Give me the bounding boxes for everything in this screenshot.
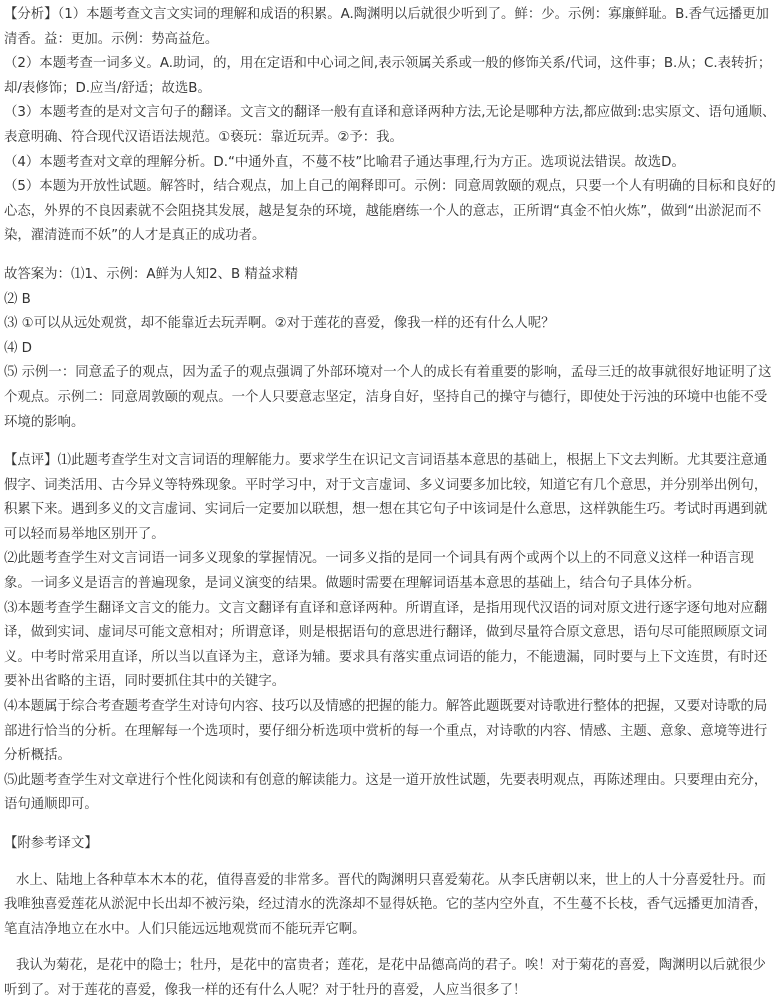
answer-line-3: ⑶ ①可以从远处观赏，却不能靠近去玩弄啊。②对于莲花的喜爱，像我一样的还有什么人呢？ (4, 316, 555, 332)
comment-header: 【点评】 (4, 453, 58, 469)
comment-item-1: 【点评】⑴此题考查学生对文言词语的理解能力。要求学生在识记文言词语基本意思的基础上，根据上下文去判断。尤其要注意通假字、词类活用、古今异义等特殊现象。平时学习中，对于文言虚词、多义词要多加比较，知道它有几个意思，并分别举出例句，积累下来。遇到多义的文言虚词、实词后一定要加以联想，想一想在其它句子中该词是什么意思，这样孰能生巧。考试时再遇到就可以轻而易举地区别开了。 (4, 453, 768, 542)
analysis-item-2: （2）本题考查一词多义。A.助词，的，用在定语和中心词之间,表示领属关系或一般的修饰关系/代词，这件事；B.从；C.表转折；却/表修饰；D.应当/舒适；故选B。 (4, 56, 772, 96)
answer-line-4: ⑷ D (4, 340, 32, 356)
analysis-item-5: （5）本题为开放性试题。解答时，结合观点，加上自己的阐释即可。示例：同意周敦颐的观点，只要一个人有明确的目标和良好的心态，外界的不良因素就不会阻挠其发展，越是复杂的环境，越能磨练一个人的意志，正所谓“真金不怕火炼”，做到“出淤泥而不染，濯清涟而不妖”的人才是真正的成功者。 (4, 179, 776, 244)
answer-line-1: 故答案为：⑴1、示例：A鲜为人知2、B 精益求精 (4, 266, 299, 282)
comment-item-4: ⑷本题属于综合考查题考查学生对诗句内容、技巧以及情感的把握的能力。解答此题既要对诗歌进行整体的把握，又要对诗歌的局部进行恰当的分析。在理解每一个选项时，要仔细分析选项中赏析的每一个重点，对诗歌的内容、情感、主题、意象、意境等进行分析概括。 (4, 699, 768, 764)
analysis-item-3: （3）本题考查的是对文言句子的翻译。文言文的翻译一般有直译和意译两种方法,无论是哪种方法,都应做到:忠实原文、语句通顺、表意明确、符合现代汉语语法规范。①亵玩：靠近玩弄。②予：我。 (4, 105, 776, 145)
answer-line-2: ⑵ B (4, 291, 31, 307)
answers-section (4, 263, 776, 435)
analysis-header: 【分析】 (4, 7, 58, 22)
comment-section (4, 449, 776, 818)
translation-paragraph-2: 我认为菊花，是花中的隐士；牡丹，是花中的富贵者；莲花，是花中品德高尚的君子。唉！对于菊花的喜爱，陶渊明以后就很少听到了。对于莲花的喜爱，像我一样的还有什么人呢？对于牡丹的喜爱，人应当很多了！ (4, 958, 766, 998)
analysis-item-4: （4）本题考查对文章的理解分析。D.“中通外直，不蔓不枝”比喻君子通达事理,行为方正。选项说法错误。故选D。 (4, 154, 685, 170)
translation-paragraph-1: 水上、陆地上各种草本木本的花，值得喜爱的非常多。晋代的陶渊明只喜爱菊花。从李氏唐朝以来，世上的人十分喜爱牡丹。而我唯独喜爱莲花从淤泥中长出却不被污染，经过清水的洗涤却不显得妖艳。它的茎内空外直，不生蔓不长枝，香气远播更加清香，笔直洁净地立在水中。人们只能远远地观赏而不能玩弄它啊。 (4, 872, 768, 937)
analysis-item-1: 【分析】（1）本题考查文言文实词的理解和成语的积累。A.陶渊明以后就很少听到了。鲜：少。示例：寡廉鲜耻。B.香气远播更加清香。益：更加。示例：势高益危。 (4, 7, 769, 47)
comment-item-3: ⑶本题考查学生翻译文言文的能力。文言文翻译有直译和意译两种。所谓直译，是指用现代汉语的词对原文进行逐字逐句地对应翻译，做到实词、虚词尽可能文意相对；所谓意译，则是根据语句的意思进行翻译，做到尽量符合原文意思，语句尽可能照顾原文词义。中考时常采用直译，所以当以直译为主，意译为辅。要求具有落实重点词语的能力，不能遗漏，同时要与上下文连贯，有时还要补出省略的主语，同时要抓住其中的关键字。 (4, 600, 768, 690)
comment-item-2: ⑵此题考查学生对文言词语一词多义现象的掌握情况。一词多义指的是同一个词具有两个或两个以上的不同意义这样一种语言现象。一词多义是语言的普遍现象，是词义演变的结果。做题时需要在理解词语基本意思的基础上，结合句子具体分析。 (4, 551, 754, 592)
translation-section (4, 832, 776, 1004)
analysis-section (4, 3, 776, 249)
comment-item-5: ⑸此题考查学生对文章进行个性化阅读和有创意的解读能力。这是一道开放性试题，先要表明观点，再陈述理由。只要理由充分，语句通顺即可。 (4, 772, 768, 813)
answer-line-5: ⑸ 示例一：同意孟子的观点，因为孟子的观点强调了外部环境对一个人的成长有着重要的影响，孟母三迁的故事就很好地证明了这个观点。示例二：同意周敦颐的观点。一个人只要意志坚定，洁身自好，坚持自己的操守与德行，即使处于污浊的环境中也能不受环境的影响。 (4, 365, 772, 430)
translation-header: 【附参考译文】 (4, 836, 98, 851)
